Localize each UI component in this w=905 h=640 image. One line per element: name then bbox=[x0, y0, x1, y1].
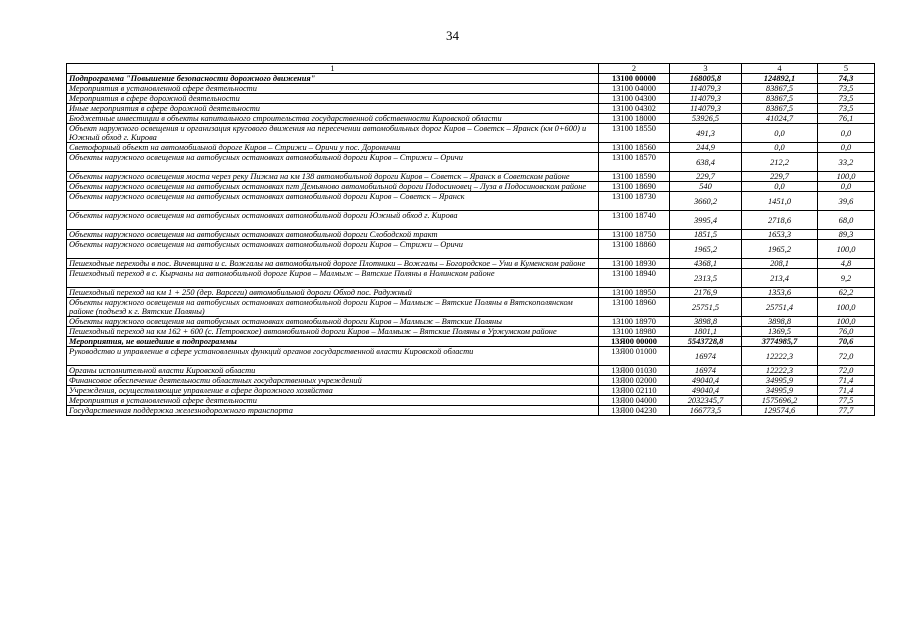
row-plan-cell: 168005,8 bbox=[670, 74, 742, 84]
row-name-cell: Бюджетные инвестиции в объекты капитального строительства государственной собственности Кировской области bbox=[67, 114, 599, 124]
row-code-cell: 13100 18730 bbox=[599, 192, 670, 211]
row-percent-cell: 77,5 bbox=[818, 396, 875, 406]
row-code-cell: 13100 04302 bbox=[599, 104, 670, 114]
row-plan-cell: 4368,1 bbox=[670, 259, 742, 269]
row-code-cell: 13100 18960 bbox=[599, 298, 670, 317]
table-row bbox=[67, 74, 875, 84]
table-row bbox=[67, 288, 875, 298]
row-plan-cell: 2313,5 bbox=[670, 269, 742, 288]
row-percent-cell: 72,0 bbox=[818, 347, 875, 366]
row-percent-cell: 72,0 bbox=[818, 366, 875, 376]
budget-table bbox=[66, 63, 875, 416]
row-plan-cell: 229,7 bbox=[670, 172, 742, 182]
row-name-cell: Светофорный объект на автомобильной дороге Киров – Стрижи – Оричи у пос. Доронични bbox=[67, 143, 599, 153]
table-row bbox=[67, 114, 875, 124]
row-percent-cell: 68,0 bbox=[818, 211, 875, 230]
row-code-cell: 13Я00 04230 bbox=[599, 406, 670, 416]
row-percent-cell: 74,3 bbox=[818, 74, 875, 84]
row-actual-cell: 124892,1 bbox=[742, 74, 818, 84]
row-percent-cell: 33,2 bbox=[818, 153, 875, 172]
table-row bbox=[67, 240, 875, 259]
row-plan-cell: 1965,2 bbox=[670, 240, 742, 259]
row-actual-cell: 12222,3 bbox=[742, 366, 818, 376]
row-name-cell: Объекты наружного освещения на автобусных остановках автомобильной дороги Киров – Стрижи – Оричи bbox=[67, 153, 599, 172]
row-plan-cell: 491,3 bbox=[670, 124, 742, 143]
table-row bbox=[67, 230, 875, 240]
row-name-cell: Объекты наружного освещения на автобусных остановках автомобильной дороги Южный обход г. Кирова bbox=[67, 211, 599, 230]
row-name-cell: Объекты наружного освещения на автобусных остановках автомобильной дороги Киров – Малмыж – Вятские Поляны bbox=[67, 317, 599, 327]
row-code-cell: 13100 00000 bbox=[599, 74, 670, 84]
row-code-cell: 13Я00 02000 bbox=[599, 376, 670, 386]
row-percent-cell: 100,0 bbox=[818, 172, 875, 182]
row-name-cell: Объекты наружного освещения на автобусных остановках автомобильной дороги Киров – Малмыж – Вятские Поляны в Вятскополянском районе (подъезд к г. Вятские Поляны) bbox=[67, 298, 599, 317]
row-plan-cell: 2176,9 bbox=[670, 288, 742, 298]
row-actual-cell: 1353,6 bbox=[742, 288, 818, 298]
header-cell-2: 2 bbox=[599, 64, 670, 74]
table-row bbox=[67, 124, 875, 143]
table-body bbox=[67, 64, 875, 416]
row-plan-cell: 16974 bbox=[670, 347, 742, 366]
row-percent-cell: 0,0 bbox=[818, 124, 875, 143]
row-name-cell: Объект наружного освещения и организация кругового движения на пересечении автомобильных дорог Киров – Советск – Яранск (км 0+600) и Южный обход г. Кирова bbox=[67, 124, 599, 143]
row-actual-cell: 1653,3 bbox=[742, 230, 818, 240]
row-plan-cell: 53926,5 bbox=[670, 114, 742, 124]
row-actual-cell: 83867,5 bbox=[742, 104, 818, 114]
table-row bbox=[67, 153, 875, 172]
row-name-cell: Объекты наружного освещения на автобусных остановках пгт Демьяново автомобильной дороги Подосиновец – Луза в Подосиновском районе bbox=[67, 182, 599, 192]
row-plan-cell: 49040,4 bbox=[670, 376, 742, 386]
row-percent-cell: 73,5 bbox=[818, 84, 875, 94]
table-row bbox=[67, 143, 875, 153]
row-plan-cell: 3660,2 bbox=[670, 192, 742, 211]
table-row bbox=[67, 298, 875, 317]
row-code-cell: 13100 18560 bbox=[599, 143, 670, 153]
row-plan-cell: 3995,4 bbox=[670, 211, 742, 230]
row-plan-cell: 114079,3 bbox=[670, 84, 742, 94]
row-percent-cell: 100,0 bbox=[818, 317, 875, 327]
row-actual-cell: 208,1 bbox=[742, 259, 818, 269]
table-row bbox=[67, 259, 875, 269]
row-actual-cell: 25751,4 bbox=[742, 298, 818, 317]
row-plan-cell: 114079,3 bbox=[670, 104, 742, 114]
row-plan-cell: 16974 bbox=[670, 366, 742, 376]
row-plan-cell: 1851,5 bbox=[670, 230, 742, 240]
row-name-cell: Пешеходные переходы в пос. Вичевщина и с. Вожгалы на автомобильной дороге Плотники – Вожгалы – Богородское – Уни в Куменском районе bbox=[67, 259, 599, 269]
row-percent-cell: 73,5 bbox=[818, 94, 875, 104]
row-plan-cell: 114079,3 bbox=[670, 94, 742, 104]
row-name-cell: Финансовое обеспечение деятельности областных государственных учреждений bbox=[67, 376, 599, 386]
row-name-cell: Пешеходный переход в с. Кырчаны на автомобильной дороге Киров – Малмыж – Вятские Поляны в Нолинском районе bbox=[67, 269, 599, 288]
row-actual-cell: 83867,5 bbox=[742, 94, 818, 104]
row-code-cell: 13100 18750 bbox=[599, 230, 670, 240]
table-row bbox=[67, 84, 875, 94]
row-name-cell: Мероприятия в установленной сфере деятельности bbox=[67, 84, 599, 94]
row-percent-cell: 76,0 bbox=[818, 327, 875, 337]
table-row bbox=[67, 192, 875, 211]
table-row bbox=[67, 317, 875, 327]
row-actual-cell: 2718,6 bbox=[742, 211, 818, 230]
row-percent-cell: 71,4 bbox=[818, 386, 875, 396]
row-name-cell: Учреждения, осуществляющие управление в сфере дорожного хозяйства bbox=[67, 386, 599, 396]
table-row bbox=[67, 396, 875, 406]
row-name-cell: Пешеходный переход на км 1 + 250 (дер. Варсеги) автомобильной дороги Обход пос. Радужный bbox=[67, 288, 599, 298]
table-row bbox=[67, 94, 875, 104]
row-percent-cell: 70,6 bbox=[818, 337, 875, 347]
row-percent-cell: 62,2 bbox=[818, 288, 875, 298]
table-row bbox=[67, 182, 875, 192]
page-number: 34 bbox=[446, 28, 459, 43]
row-percent-cell: 71,4 bbox=[818, 376, 875, 386]
row-name-cell: Объекты наружного освещения на автобусных остановках автомобильной дороги Киров – Советск – Яранск bbox=[67, 192, 599, 211]
row-plan-cell: 2032345,7 bbox=[670, 396, 742, 406]
row-actual-cell: 213,4 bbox=[742, 269, 818, 288]
table-row bbox=[67, 386, 875, 396]
row-actual-cell: 83867,5 bbox=[742, 84, 818, 94]
table-row bbox=[67, 376, 875, 386]
row-actual-cell: 1965,2 bbox=[742, 240, 818, 259]
row-actual-cell: 3898,8 bbox=[742, 317, 818, 327]
row-code-cell: 13100 18980 bbox=[599, 327, 670, 337]
row-actual-cell: 1451,0 bbox=[742, 192, 818, 211]
row-name-cell: Объекты наружного освещения на автобусных остановках автомобильной дороги Слободской тракт bbox=[67, 230, 599, 240]
row-name-cell: Руководство и управление в сфере установленных функций органов государственной власти Кировской области bbox=[67, 347, 599, 366]
row-actual-cell: 41024,7 bbox=[742, 114, 818, 124]
row-name-cell: Мероприятия в сфере дорожной деятельности bbox=[67, 94, 599, 104]
row-name-cell: Мероприятия, не вошедшие в подпрограммы bbox=[67, 337, 599, 347]
row-code-cell: 13100 18690 bbox=[599, 182, 670, 192]
row-plan-cell: 540 bbox=[670, 182, 742, 192]
row-actual-cell: 0,0 bbox=[742, 182, 818, 192]
row-percent-cell: 76,1 bbox=[818, 114, 875, 124]
row-percent-cell: 0,0 bbox=[818, 182, 875, 192]
row-plan-cell: 244,9 bbox=[670, 143, 742, 153]
row-actual-cell: 3774985,7 bbox=[742, 337, 818, 347]
row-actual-cell: 12222,3 bbox=[742, 347, 818, 366]
header-cell-4: 4 bbox=[742, 64, 818, 74]
row-code-cell: 13Я00 04000 bbox=[599, 396, 670, 406]
row-actual-cell: 34995,9 bbox=[742, 386, 818, 396]
row-code-cell: 13100 18740 bbox=[599, 211, 670, 230]
row-actual-cell: 129574,6 bbox=[742, 406, 818, 416]
row-name-cell: Органы исполнительной власти Кировской области bbox=[67, 366, 599, 376]
table-row bbox=[67, 327, 875, 337]
row-name-cell: Подпрограмма "Повышение безопасности дорожного движения" bbox=[67, 74, 599, 84]
header-cell-5: 5 bbox=[818, 64, 875, 74]
row-code-cell: 13Я00 02110 bbox=[599, 386, 670, 396]
table-row bbox=[67, 366, 875, 376]
row-percent-cell: 4,8 bbox=[818, 259, 875, 269]
row-actual-cell: 0,0 bbox=[742, 124, 818, 143]
row-code-cell: 13Я00 01000 bbox=[599, 347, 670, 366]
row-plan-cell: 5543728,8 bbox=[670, 337, 742, 347]
row-code-cell: 13100 18590 bbox=[599, 172, 670, 182]
row-actual-cell: 1575696,2 bbox=[742, 396, 818, 406]
row-percent-cell: 100,0 bbox=[818, 240, 875, 259]
row-plan-cell: 49040,4 bbox=[670, 386, 742, 396]
row-plan-cell: 166773,5 bbox=[670, 406, 742, 416]
header-cell-1: 1 bbox=[67, 64, 599, 74]
table-row bbox=[67, 347, 875, 366]
row-percent-cell: 89,3 bbox=[818, 230, 875, 240]
row-percent-cell: 9,2 bbox=[818, 269, 875, 288]
row-code-cell: 13100 04000 bbox=[599, 84, 670, 94]
row-code-cell: 13100 18860 bbox=[599, 240, 670, 259]
row-name-cell: Государственная поддержка железнодорожного транспорта bbox=[67, 406, 599, 416]
row-code-cell: 13100 18930 bbox=[599, 259, 670, 269]
row-percent-cell: 100,0 bbox=[818, 298, 875, 317]
row-actual-cell: 0,0 bbox=[742, 143, 818, 153]
row-plan-cell: 25751,5 bbox=[670, 298, 742, 317]
table-row bbox=[67, 211, 875, 230]
row-plan-cell: 1801,1 bbox=[670, 327, 742, 337]
row-percent-cell: 77,7 bbox=[818, 406, 875, 416]
table-row bbox=[67, 337, 875, 347]
row-code-cell: 13100 18000 bbox=[599, 114, 670, 124]
header-cell-3: 3 bbox=[670, 64, 742, 74]
row-percent-cell: 73,5 bbox=[818, 104, 875, 114]
row-actual-cell: 1369,5 bbox=[742, 327, 818, 337]
row-name-cell: Пешеходный переход на км 162 + 600 (с. Петровское) автомобильной дороги Киров – Малмыж – Вятские Поляны в Уржумском районе bbox=[67, 327, 599, 337]
row-percent-cell: 39,6 bbox=[818, 192, 875, 211]
row-code-cell: 13100 18550 bbox=[599, 124, 670, 143]
row-code-cell: 13100 18570 bbox=[599, 153, 670, 172]
row-actual-cell: 229,7 bbox=[742, 172, 818, 182]
table-row bbox=[67, 269, 875, 288]
table-row bbox=[67, 406, 875, 416]
table-header-row bbox=[67, 64, 875, 74]
row-code-cell: 13100 18940 bbox=[599, 269, 670, 288]
row-name-cell: Объекты наружного освещения на автобусных остановках автомобильной дороги Киров – Стрижи – Оричи bbox=[67, 240, 599, 259]
row-name-cell: Объекты наружного освещения моста через реку Пижма на км 138 автомобильной дороги Киров – Советск – Яранск в Советском районе bbox=[67, 172, 599, 182]
row-actual-cell: 212,2 bbox=[742, 153, 818, 172]
row-actual-cell: 34995,9 bbox=[742, 376, 818, 386]
row-code-cell: 13100 04300 bbox=[599, 94, 670, 104]
row-name-cell: Иные мероприятия в сфере дорожной деятельности bbox=[67, 104, 599, 114]
table-row bbox=[67, 104, 875, 114]
row-plan-cell: 3898,8 bbox=[670, 317, 742, 327]
row-name-cell: Мероприятия в установленной сфере деятельности bbox=[67, 396, 599, 406]
row-percent-cell: 0,0 bbox=[818, 143, 875, 153]
row-plan-cell: 638,4 bbox=[670, 153, 742, 172]
row-code-cell: 13Я00 01030 bbox=[599, 366, 670, 376]
row-code-cell: 13100 18970 bbox=[599, 317, 670, 327]
row-code-cell: 13100 18950 bbox=[599, 288, 670, 298]
row-code-cell: 13Я00 00000 bbox=[599, 337, 670, 347]
table-row bbox=[67, 172, 875, 182]
